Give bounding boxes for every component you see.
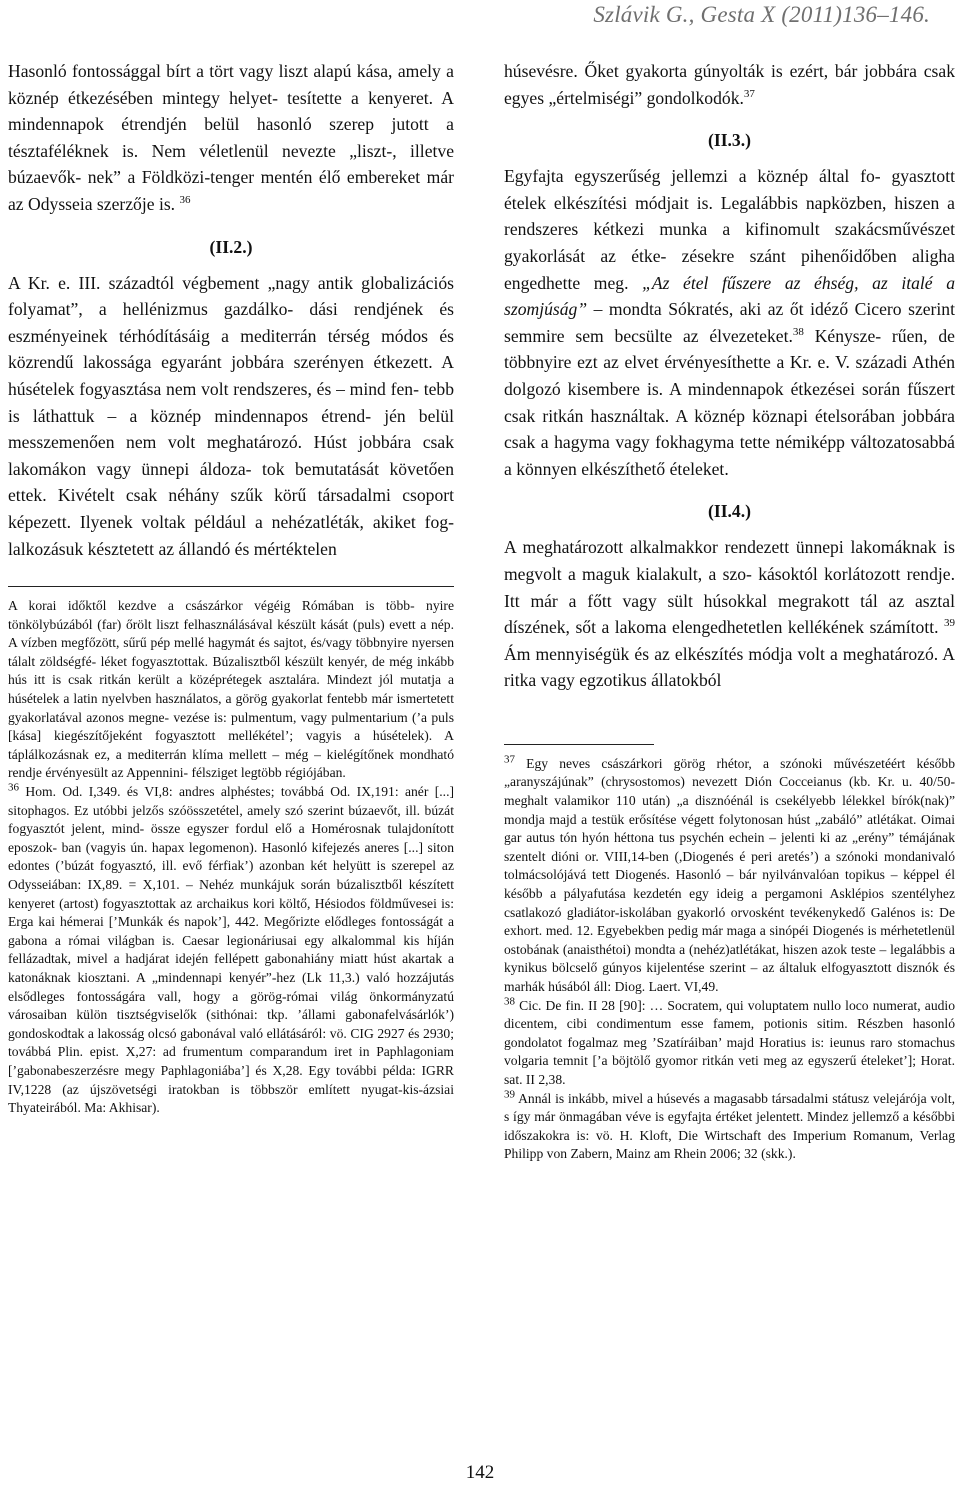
footnote-divider [8,586,454,587]
section-heading: (II.3.) [707,130,751,151]
footnote-number: 39 [504,1088,515,1101]
footnote-39: $^{39}$ Annál is inkább, mivel a húsevés a magasabb társadalmi státusz velejárója volt, s így már önmagában véve is egyfajta értéket jelentett. Mindez jellemző a későbbi időszakokra is: vö. H. Kloft, Die Wirtschaft des Imperium Romanum, Verlag Philipp von Zabern, Mainz am Rhein 2006; 32 (skk.). [504,1088,955,1162]
body-paragraph: A meghatározott alkalmakkor rendezett ünnepi lakomáknak is megvolt a maguk kialakult, a szo- kásoktól korlátozott rendje. Itt már a főtt vagy sült húsokkal megrakott tál az asztal díszének, sőt a lakoma elengedhetetlen kellékének számított. $^{39}$ Ám mennyiségük és az elkészítés módja volt a meghatározó. A ritka vagy egzotikus állatokból [504,537,955,691]
footnote-ref: 36 [179,194,191,207]
body-paragraph: Hasonló fontossággal bírt a tört vagy liszt alapú kása, amely a köznép étkezésében mintegy helyet- tesítette a kenyeret. A mindennapok étrendjén belül hasonló szerep jutott a tésztaféléknek is. Nem véletlenül nevezte „liszt-, illetve búzaevők- nek” a Földközi-tenger mentén élő embereket már az Odysseia szerzője is. $^{36}$ [8,61,454,214]
body-paragraph: A Kr. e. III. századtól végbement „nagy antik globalizációs folyamat”, a hellénizmus gazdálko- dási rendjének és eszményeinek térhódításáig a mediterrán térség módos és közrendű lakossága egyaránt jobbára szerényen étkezett. A húsételek fogyasztása nem volt rendszeres, és – mind fen- tebb is láthattuk – a köznép mindennapos étrend- jén belül messzemenően nem volt meghatározó. Húst jobbára csak lakomákon vagy ünnepi áldoza- tok bemutatását követően ettek. Kivételt csak néhány szűk körű társadalmi csoport képezett. Ilyenek voltak például a nehézatléták, akiket fog- lalkozásuk késztetett az állandó és mértéktelen [8,272,454,559]
body-paragraph: Egyfajta egyszerűség jellemzi a köznép által fo- gyasztott ételek elkészítési módjait is. Legalábbis napközben, hiszen a rendszeres kétkezi munka a kifinomult szakácsművészet gyakorlását az étke- zésekre szánt pihenőidőben aligha engedhette meg. „Az étel fűszere az éhség, az italé a szomjúság” – mondta Sókratés, aki az őt idéző Cicero szerint semmire sem becsülte az élvezeteket.$^{38}$ Kénysze- rűen, de többnyire ezt az elvet érvényesíthette a Kr. e. V. századi Athén dolgozó kisembere is. A mindennapok étkezései során fűszert csak ritkán használtak. A köznép köznapi ételsorában jobbára csak a hagyma vagy fokhagyma tette némiképp változatosabbá a könnyen elkészíthető ételeket. [504,166,955,479]
footnote-number: 36 [8,781,19,794]
page-number: 142 [465,1462,495,1483]
section-heading: (II.4.) [707,501,751,522]
body-paragraph: húsevésre. Őket gyakorta gúnyolták is ezért, bár jobbára csak egyes „értelmiségi” gondolkodók.$^{37}$ [504,61,955,108]
footnote-number: 38 [504,995,515,1008]
footnote-38: $^{38}$ Cic. De fin. II 28 [90]: … Socratem, qui voluptatem nullo loco numerat, audio dicentem, cibi condimentum esse famem, potionis sitim. Részben hasonló gondolatot fogalmaz meg ’Szatíráiban’ majd Horatius is: ieunus raro stomachus volgaria temnit [’a böjtölő gyomor ritkán veti meg az egyszerű ételeket’]; Horat. sat. II 2,38. [504,995,955,1087]
footnote-divider [504,744,654,745]
footnote-36: $^{36}$ Hom. Od. I,349. és VI,8: andres alphéstes; továbbá Od. IX,191: anér [...] sitophagos. Ez utóbbi jelzős szóösszetétel, amely szó szerint búzaevőt, ill. búzát fogyasztót jelent, mind- össze egyszer fordul elő a Homérosnak tulajdonított eposzok- ban (vagyis ún. hapax legomenon). Hasonló kifejezés aneres [...] siton edontes (’búzát fogyasztó, ill. evő férfiak’) azonban két helyütt is szerepel az Odysseiában: IX,89. = X,101. – Nehéz munkájuk során búzalisztből készített kenyeret (artost) fogyasztottak az archaikus kori költő, Hésiodos földművesei is: Erga kai hémerai [’Munkák és napok’], 442. Megőrizte elődleges fontosságát a gabona a római világban is. Caesar legionáriusai egy alkalommal kis híján fellázadtak, mivel a hadjárat idején fellépett gabonahiány miatt húst akartak a katonáknak kiosztani. A „mindennapi kenyér”-hez (Lk 11,3.) való hozzájutás elsődleges fontosságára vall, hogy a görög-római világ önkormányzatú városaiban külön tisztségviselők (sithónai: tkp. ’állami gabonafelvásárlók’) gondoskodtak a lakosság olcsó gabonával való ellátásáról: vö. CIG 2927 és 2930; továbbá Plin. epist. X,27: ad frumentum comparandum iret in Paphlagoniam [’gabonabeszerzésre megy Paphlagoniába’] és X,28. Egy további példa: IGRR IV,1228 (az újszövetségi iratokban is többször említett nyugat-kis-ázsiai Thyateirából. Ma: Akhisar). [8,781,454,1116]
footnote-ref: 37 [743,87,755,100]
quotation: „Az étel fűszere az éhség, az italé a szomjúság” [504,272,955,320]
running-header: Szlávik G., Gesta X (2011)136–146. [593,2,930,27]
left-column [8,58,454,1118]
section-heading: (II.2.) [209,236,253,257]
footnote-continuation: A korai időktől kezdve a császárkor végéig Rómában is több- nyire tönkölybúzából (far) őrölt liszt felhasználásával készült kását (puls) evett a nép. A vízben megfőzött, sűrű pép mellé hagymát és sajtot, és/vagy többnyire nyersen tálalt zöldségfé- léket fogyasztottak. Búzalisztből készült kenyér, de még inkább hús itt is csak ritkán került a középrétegek asztalára. Mindezt jól mutatja a húsételek a latin nyelvben használatos, a görög gyakorlat fentebb már ismertetett gyakorlatával azonos megne- vezése is: pulmentum, vagy pulmentarium (’a puls [kása] kiegészítőjeként fogyasztott mellékétel’; vagyis a húsételek). A táplálkozásnak ez, a mediterrán klíma mellett – még – kielégítőnek mondható rendje érvényesült az Appennini- félsziget legtöbb régiójában. [8,598,454,781]
footnote-ref: 39 [944,617,955,630]
footnote-number: 37 [504,753,515,766]
right-column [504,58,955,1164]
footnote-37: $^{37}$ Egy neves császárkori görög rhétor, a szónoki művészetéért később „aranyszájúnak” (chrysostomos) nevezett Dión Cocceianus (kb. Kr. u. 40/50- meghalt valamikor 110 után) „a disznóénál is csekélyebb lélekkel bírók(nak)” mondja majd a testük erősítése végett folytonosan húst „zabáló” atlétákat. Oimai gar autus tón hyón héttona tus psychén echein – jelenti ki az „erény” témájának szentelt dióni or. VIII,14-ben (,Diogenés é peri aretés’) a szónoki mondanivaló tolmácsolójává tett Diogenés. Hasonló – bár nyilvánvalóan topikus – képpel él később a pályafutása kezdetén egy ideig a pergamoni Asklépios szentélyhez csatlakozó gladiátor-iskolában gyakorló orvosként tevékenykedő Galénos is: De exhort. med. 12. Egyebekben pedig már maga a sinópéi Diogenés is mérhetetlenül ostobának (anaisthétoi) mondta a (nehéz)atlétákat, hiszen azok teste – legalábbis a kynikus bölcselő gúnyos kijelentése szerint – az általuk elfogyasztott disznók és marhák húsából áll: Diog. Laert. VI,49. [504,753,955,994]
footnote-ref: 38 [792,325,804,338]
